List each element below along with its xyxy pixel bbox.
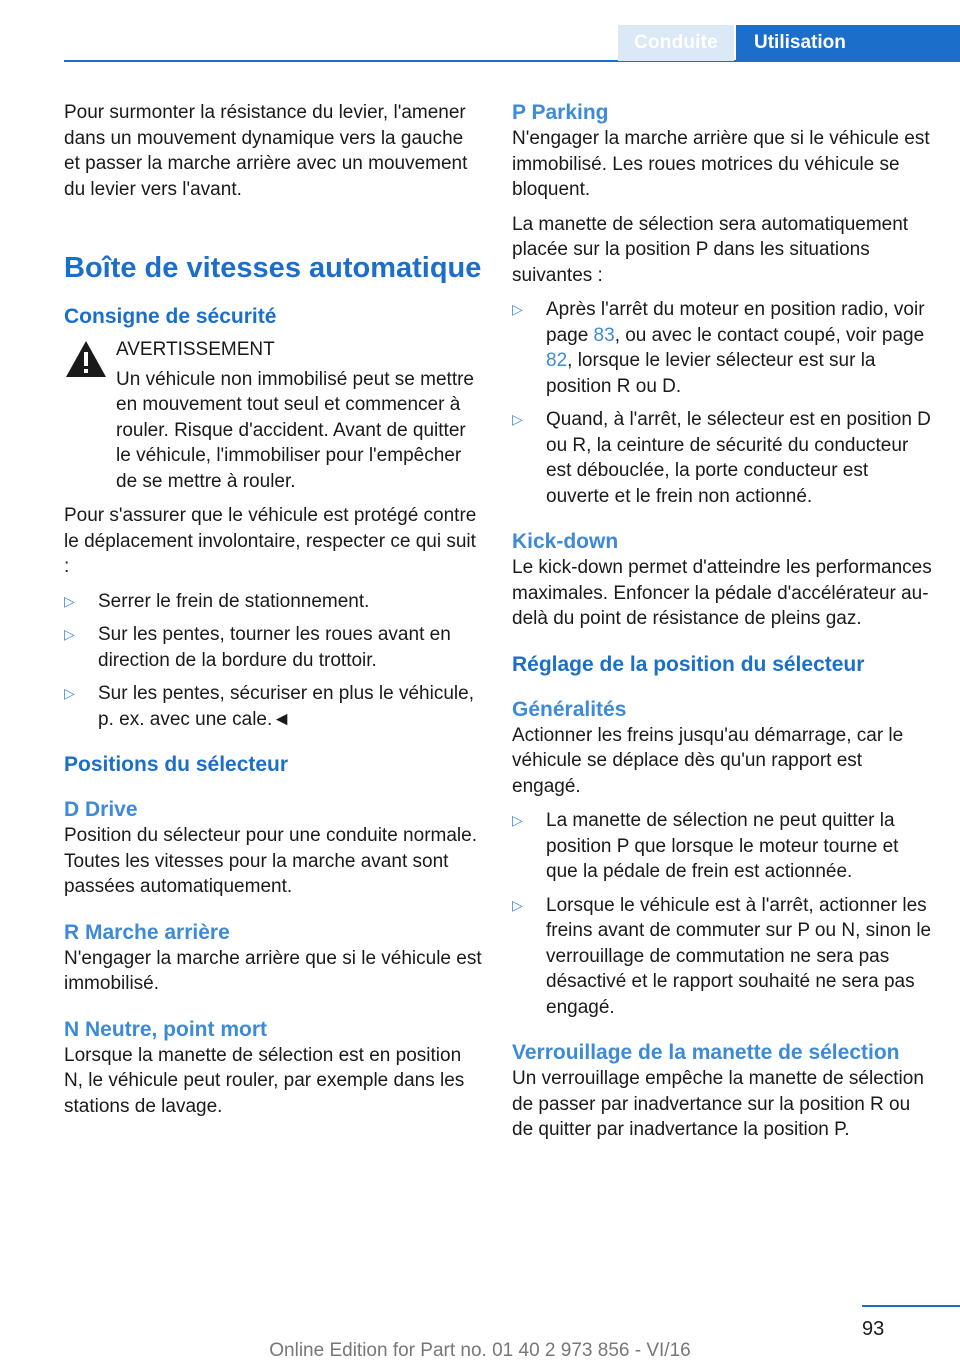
- bullet-icon: ▷: [512, 896, 523, 913]
- reverse-heading: R Marche arrière: [64, 920, 230, 944]
- reglage-heading: Réglage de la position du sélecteur: [512, 652, 865, 676]
- reverse-text: N'engager la marche arrière que si le véhicule est immobilisé.: [64, 947, 482, 994]
- list-item: ▷ Lorsque le véhicule est à l'arrêt, actionner les freins avant de commuter sur P ou N, sinon le verrouillage de commutation ne sera pas désactivé et le rapport souhaité ne sera pas engagé.: [512, 894, 932, 1018]
- bullet-icon: ▷: [64, 685, 75, 701]
- bullet-icon: ▷: [512, 301, 523, 317]
- general-heading: Généralités: [512, 697, 627, 721]
- kickdown-heading: Kick-down: [512, 530, 619, 553]
- intro-paragraph: Pour surmonter la résistance du levier, l'amener dans un mouvement dynamique vers la gauche et passer la marche arrière avec un mouvement du levier vers l'avant.: [64, 102, 468, 200]
- bullet-icon: ▷: [512, 812, 523, 828]
- list-item: ▷ Quand, à l'arrêt, le sélecteur est en position D ou R, la ceinture de sécurité du conducteur est débouclée, la porte conducteur est ouverte et le frein non actionné.: [512, 409, 931, 507]
- parking-list: [512, 297, 932, 509]
- neutral-text: Lorsque la manette de sélection est en position N, le véhicule peut rouler, par exemple dans les stations de lavage.: [64, 1044, 465, 1117]
- safety-heading: Consigne de sécurité: [64, 305, 277, 328]
- list-item: ▷ Serrer le frein de stationnement.: [64, 589, 484, 615]
- lock-heading: Verrouillage de la manette de sélection: [512, 1041, 900, 1064]
- warning-triangle-icon: [64, 339, 108, 387]
- left-column: [64, 100, 484, 1128]
- bullet-icon: ▷: [64, 626, 75, 642]
- footer-rule: [862, 1305, 960, 1307]
- warning-text: Un véhicule non immobilisé peut se mettre en mouvement tout seul et commencer à rouler. Risque d'accident. Avant de quitter le véhicule, l'immobiliser pour l'empêcher de se mettre à rouler.: [116, 368, 475, 492]
- list-item: ▷ Après l'arrêt du moteur en position radio, voir page 83, ou avec le contact coupé, voir page 82, lorsque le levier sélecteur est sur la position R ou D.: [512, 299, 925, 397]
- bullet-icon: ▷: [64, 592, 75, 609]
- safety-list: [64, 589, 484, 733]
- parking-auto-text: La manette de sélection sera automatiquement placée sur la position P dans les situations suivantes :: [512, 213, 909, 286]
- right-column: [512, 100, 932, 1152]
- page-link-83[interactable]: 83: [593, 324, 615, 346]
- general-list: [512, 808, 932, 1020]
- bullet-icon: ▷: [512, 411, 523, 427]
- lock-text: Un verrouillage empêche la manette de sélection de passer par inadvertance sur la position R ou de quitter par inadvertance la position P.: [512, 1068, 924, 1140]
- general-text: Actionner les freins jusqu'au démarrage, car le véhicule se déplace dès qu'un rapport est engagé.: [512, 724, 904, 797]
- tab-conduite[interactable]: Conduite: [618, 25, 734, 61]
- parking-heading: P Parking: [512, 101, 609, 124]
- tab-utilisation[interactable]: Utilisation: [736, 25, 960, 61]
- list-item: ▷ Sur les pentes, tourner les roues avant en direction de la bordure du trottoir.: [64, 624, 451, 671]
- page-link-82[interactable]: 82: [546, 350, 568, 371]
- list-item: ▷ Sur les pentes, sécuriser en plus le véhicule, p. ex. avec une cale.◄: [64, 683, 474, 730]
- parking-text: N'engager la marche arrière que si le véhicule est immobilisé. Les roues motrices du véhicule se bloquent.: [512, 128, 930, 200]
- warning-block: [64, 337, 484, 494]
- kickdown-text: Le kick-down permet d'atteindre les performances maximales. Enfoncer la pédale d'accélérateur au-delà du point de résistance de pleins gaz.: [512, 557, 932, 629]
- section-title: Boîte de vitesses automatique: [64, 252, 482, 284]
- protect-paragraph: Pour s'assurer que le véhicule est protégé contre le déplacement involontaire, respecter ce qui suit :: [64, 505, 477, 577]
- drive-heading: D Drive: [64, 798, 138, 821]
- warning-title: AVERTISSEMENT: [116, 339, 275, 360]
- page-number: 93: [862, 1318, 885, 1340]
- neutral-heading: N Neutre, point mort: [64, 1017, 267, 1041]
- drive-text: Position du sélecteur pour une conduite normale. Toutes les vitesses pour la marche avant sont passées automatiquement.: [64, 825, 477, 897]
- edition-footer: Online Edition for Part no. 01 40 2 973 856 - VI/16: [269, 1340, 691, 1361]
- positions-heading: Positions du sélecteur: [64, 753, 289, 776]
- list-item: ▷ La manette de sélection ne peut quitter la position P que lorsque le moteur tourne et que la pédale de frein est actionnée.: [512, 810, 899, 882]
